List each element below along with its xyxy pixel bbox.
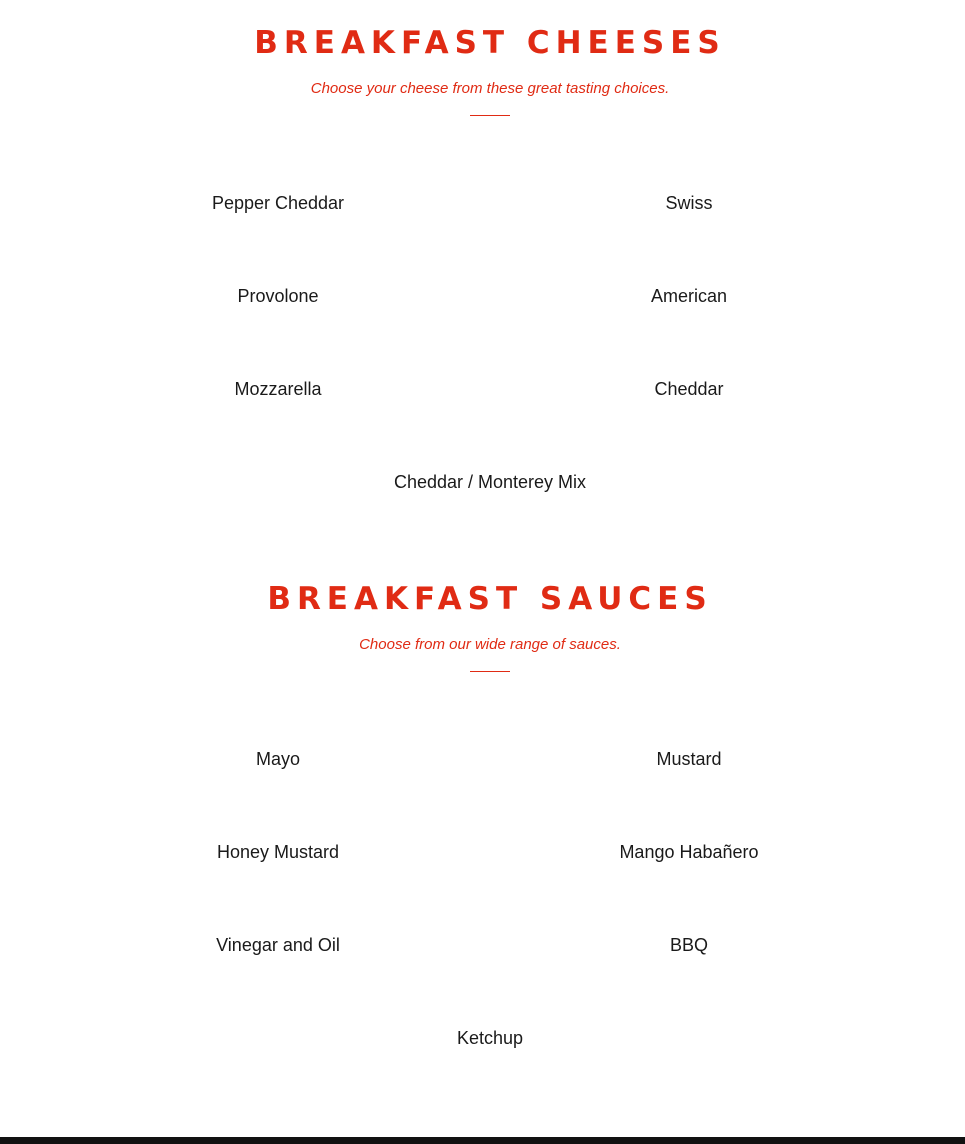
sauces-subtitle: Choose from our wide range of sauces.: [359, 636, 621, 653]
sauce-item: Ketchup: [456, 1028, 524, 1048]
sauce-item: Mustard: [656, 749, 722, 769]
footer-bar: [0, 1137, 965, 1144]
cheese-item: Provolone: [237, 286, 319, 306]
sauce-item: BBQ: [669, 935, 708, 955]
cheese-item: Swiss: [665, 193, 713, 213]
sauces-title: BREAKFAST SAUCES: [267, 581, 713, 617]
sauce-item: Honey Mustard: [216, 842, 340, 862]
cheese-item: Cheddar: [654, 379, 724, 399]
cheeses-divider: [470, 115, 510, 116]
cheese-item: Cheddar / Monterey Mix: [393, 472, 587, 492]
sauce-item: Mango Habañero: [619, 842, 759, 862]
cheese-item: American: [650, 286, 728, 306]
cheeses-title: BREAKFAST CHEESES: [254, 25, 726, 61]
cheeses-subtitle: Choose your cheese from these great tasting choices.: [310, 80, 670, 97]
cheese-item: Mozzarella: [234, 379, 322, 399]
sauce-item: Vinegar and Oil: [216, 935, 340, 955]
sauces-divider: [470, 671, 510, 672]
cheese-item: Pepper Cheddar: [211, 193, 345, 213]
sauce-item: Mayo: [255, 749, 300, 769]
